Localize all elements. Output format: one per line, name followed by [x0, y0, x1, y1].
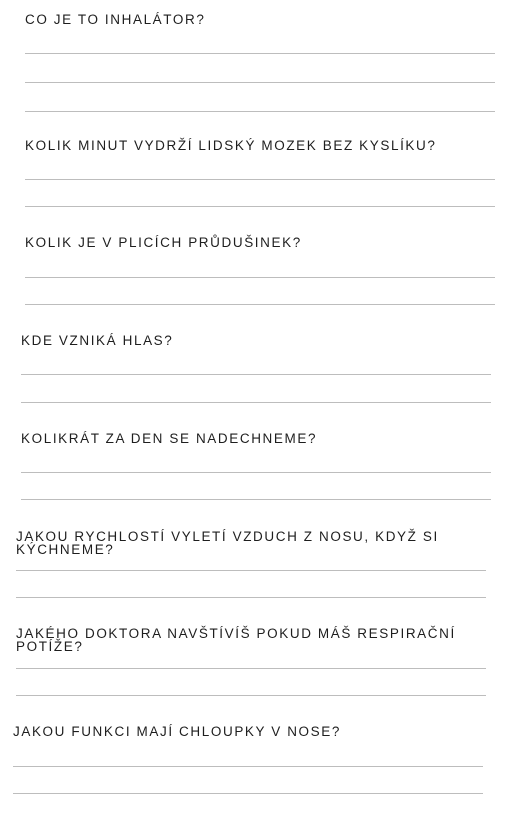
- question-8: JAKOU FUNKCI MAJÍ CHLOUPKY V NOSE?: [13, 724, 341, 739]
- answer-line[interactable]: [13, 793, 483, 794]
- answer-line[interactable]: [25, 53, 495, 54]
- question-1: CO JE TO INHALÁTOR?: [25, 12, 206, 27]
- answer-line[interactable]: [25, 304, 495, 305]
- answer-line[interactable]: [25, 82, 495, 83]
- answer-line[interactable]: [16, 695, 486, 696]
- answer-line[interactable]: [16, 668, 486, 669]
- question-3: KOLIK JE V PLICÍCH PRŮDUŠINEK?: [25, 235, 302, 250]
- answer-line[interactable]: [21, 374, 491, 375]
- answer-line[interactable]: [21, 402, 491, 403]
- answer-line[interactable]: [21, 472, 491, 473]
- question-4: KDE VZNIKÁ HLAS?: [21, 333, 174, 348]
- question-5: KOLIKRÁT ZA DEN SE NADECHNEME?: [21, 431, 318, 446]
- question-2: KOLIK MINUT VYDRŽÍ LIDSKÝ MOZEK BEZ KYSLÍKU?: [25, 138, 437, 153]
- answer-line[interactable]: [16, 597, 486, 598]
- answer-line[interactable]: [25, 179, 495, 180]
- question-6: JAKOU RYCHLOSTÍ VYLETÍ VZDUCH Z NOSU, KDYŽ SI KÝCHNEME?: [16, 529, 445, 557]
- question-7: JAKÉHO DOKTORA NAVŠTÍVÍŠ POKUD MÁŠ RESPIRAČNÍ POTÍŽE?: [16, 626, 462, 654]
- answer-line[interactable]: [13, 766, 483, 767]
- answer-line[interactable]: [25, 277, 495, 278]
- answer-line[interactable]: [16, 570, 486, 571]
- answer-line[interactable]: [25, 206, 495, 207]
- answer-line[interactable]: [21, 499, 491, 500]
- answer-line[interactable]: [25, 111, 495, 112]
